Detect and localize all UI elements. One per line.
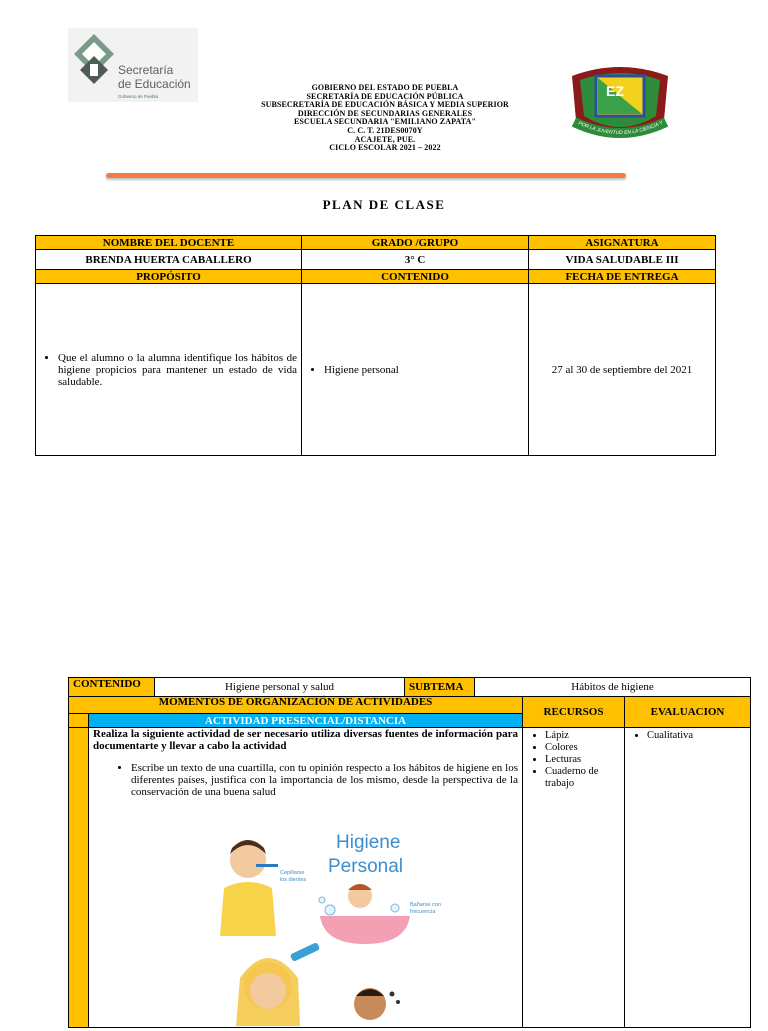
activity-side-cell bbox=[69, 728, 89, 1028]
header-contenido: CONTENIDO bbox=[302, 270, 529, 284]
evaluacion-label: EVALUACION bbox=[625, 697, 751, 728]
fecha-value: 27 al 30 de septiembre del 2021 bbox=[529, 284, 716, 456]
caption-brush-2: los dientes bbox=[280, 877, 307, 883]
header-line: ACAJETE, PUE. bbox=[354, 134, 416, 144]
header-line: C. C. T. 21DES0070Y bbox=[347, 125, 423, 135]
hygiene-illustration bbox=[210, 826, 460, 1026]
header-line: ESCUELA SECUNDARIA "EMILIANO ZAPATA" bbox=[293, 117, 477, 127]
plan-summary-table bbox=[35, 235, 716, 456]
recurso-item: • Lápiz bbox=[545, 730, 620, 742]
evaluacion-cell bbox=[625, 728, 751, 1028]
caption-bath-2: frecuencia bbox=[410, 909, 436, 915]
caption-brush-1: Cepillarse bbox=[280, 870, 305, 876]
secretaria-educacion-logo bbox=[68, 28, 198, 102]
school-crest-icon bbox=[566, 62, 674, 144]
actividad-spacer bbox=[69, 714, 89, 728]
activity-instruction: Realiza la siguiente actividad de ser necesario utiliza diversas fuentes de información para documentarte y llevar a cabo la actividad bbox=[93, 728, 518, 752]
header-proposito: PROPÓSITO bbox=[36, 270, 302, 284]
subtema-label: SUBTEMA bbox=[405, 678, 475, 697]
subtema-value: Hábitos de higiene bbox=[475, 678, 751, 697]
logo-text-3: Gobierno de Puebla bbox=[118, 94, 159, 99]
contenido-text: • Higiene personal bbox=[324, 364, 524, 376]
school-header bbox=[200, 84, 570, 153]
contenido-label: CONTENIDO bbox=[69, 678, 155, 697]
school-crest-logo bbox=[566, 62, 674, 144]
svg-text:EZ: EZ bbox=[606, 83, 624, 99]
recurso-item: • Colores bbox=[545, 742, 620, 754]
header-line: SUBSECRETARÍA DE EDUCACIÓN BÁSICA Y MEDIA SUPERIOR bbox=[261, 100, 509, 110]
crest-motto: POR LA JUVENTUD EN LA CIENCIA Y bbox=[577, 119, 664, 137]
proposito-text: • Que el alumno o la alumna identifique los hábitos de higiene propicios para mantener un estado de vida saludable. bbox=[58, 352, 297, 388]
recursos-cell bbox=[523, 728, 625, 1028]
logo-text-2: de Educación bbox=[118, 77, 191, 91]
actividad-label: ACTIVIDAD PRESENCIAL/DISTANCIA bbox=[89, 714, 523, 728]
header-docente: NOMBRE DEL DOCENTE bbox=[36, 236, 302, 250]
illustration-title-2: Personal bbox=[328, 856, 403, 877]
caption-bath-1: Bañarse con bbox=[410, 902, 441, 908]
momentos-label: MOMENTOS DE ORGANIZACIÓN DE ACTIVIDADES bbox=[69, 697, 523, 714]
header-line: SECRETARÍA DE EDUCACIÓN PÚBLICA bbox=[306, 91, 464, 101]
header-asignatura: ASIGNATURA bbox=[529, 236, 716, 250]
activity-task: • Escribe un texto de una cuartilla, con tu opinión respecto a los hábitos de higiene en los diferentes países, justifica con la importancia de los mismo, desde la perspectiva de la conservación de una buena salud bbox=[131, 762, 518, 798]
header-grado: GRADO /GRUPO bbox=[302, 236, 529, 250]
docente-value: BRENDA HUERTA CABALLERO bbox=[36, 250, 302, 270]
secretaria-logo-icon bbox=[68, 28, 198, 102]
logo-text-1: Secretaría bbox=[118, 63, 174, 77]
evaluacion-item: • Cualitativa bbox=[647, 730, 746, 742]
header-line: GOBIERNO DEL ESTADO DE PUEBLA bbox=[311, 83, 459, 92]
header-line: DIRECCIÓN DE SECUNDARIAS GENERALES bbox=[297, 108, 473, 118]
header-line: CICLO ESCOLAR 2021 – 2022 bbox=[329, 143, 441, 153]
header-fecha: FECHA DE ENTREGA bbox=[529, 270, 716, 284]
proposito-cell bbox=[36, 284, 302, 456]
header-divider bbox=[106, 173, 626, 178]
asignatura-value: VIDA SALUDABLE III bbox=[529, 250, 716, 270]
contenido-cell bbox=[302, 284, 529, 456]
recurso-item: • Cuaderno de trabajo bbox=[545, 766, 620, 790]
illustration-title-1: Higiene bbox=[336, 832, 401, 853]
recursos-label: RECURSOS bbox=[523, 697, 625, 728]
hygiene-cartoon-icon bbox=[210, 826, 460, 1026]
contenido-value: Higiene personal y salud bbox=[155, 678, 405, 697]
grado-value: 3° C bbox=[302, 250, 529, 270]
page-title: PLAN DE CLASE bbox=[322, 197, 446, 212]
recurso-item: • Lecturas bbox=[545, 754, 620, 766]
